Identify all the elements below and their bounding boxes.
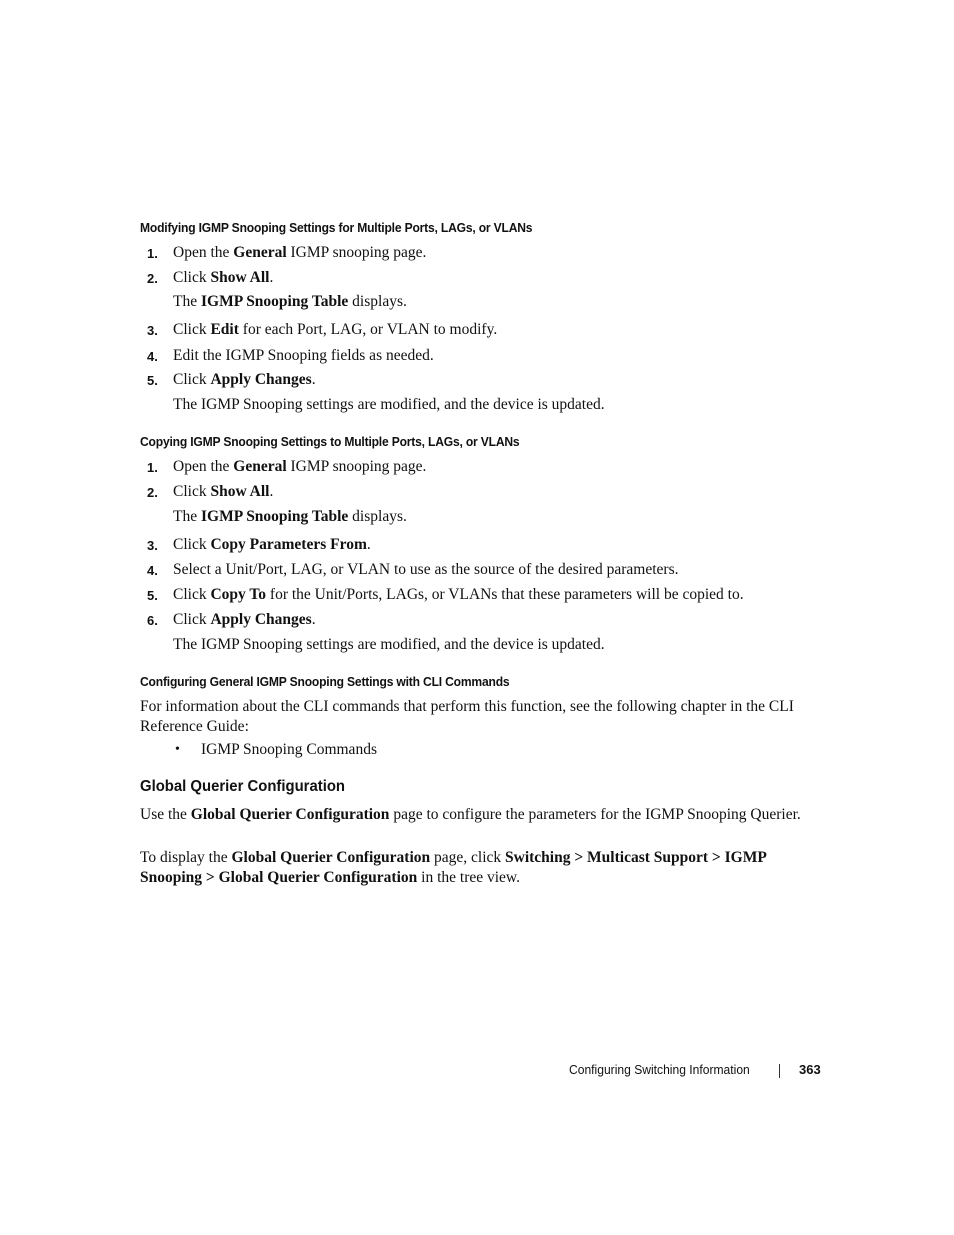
step-text: Click Apply Changes. bbox=[173, 611, 316, 628]
footer-chapter-title: Configuring Switching Information bbox=[569, 1062, 750, 1077]
step-number: 3. bbox=[147, 323, 158, 338]
section-heading-copying: Copying IGMP Snooping Settings to Multiple Ports, LAGs, or VLANs bbox=[140, 434, 520, 449]
step-number: 3. bbox=[147, 538, 158, 553]
step-number: 4. bbox=[147, 349, 158, 364]
section-heading-global-querier: Global Querier Configuration bbox=[140, 778, 346, 795]
step-text: Click Apply Changes. bbox=[173, 371, 316, 388]
step-text: Click Edit for each Port, LAG, or VLAN to modify. bbox=[173, 321, 498, 338]
step-note: The IGMP Snooping Table displays. bbox=[173, 508, 407, 525]
section-heading-cli: Configuring General IGMP Snooping Settings with CLI Commands bbox=[140, 674, 510, 689]
step-text: Click Copy Parameters From. bbox=[173, 536, 371, 553]
step-number: 5. bbox=[147, 588, 158, 603]
querier-paragraph-2: To display the Global Querier Configuration page, click Switching > Multicast Support > IGMP Snooping > Global Querier Configuration in the tree view. bbox=[140, 849, 766, 886]
page-number: 363 bbox=[799, 1062, 821, 1077]
cli-paragraph: For information about the CLI commands that perform this function, see the following chapter in the CLI Reference Guide: bbox=[140, 698, 794, 735]
step-text: Edit the IGMP Snooping fields as needed. bbox=[173, 347, 434, 364]
step-number: 1. bbox=[147, 246, 158, 261]
step-number: 1. bbox=[147, 460, 158, 475]
step-number: 2. bbox=[147, 485, 158, 500]
step-number: 6. bbox=[147, 613, 158, 628]
step-text: Open the General IGMP snooping page. bbox=[173, 244, 427, 261]
step-note: The IGMP Snooping settings are modified, and the device is updated. bbox=[173, 396, 605, 413]
querier-paragraph-1: Use the Global Querier Configuration page to configure the parameters for the IGMP Snooping Querier. bbox=[140, 806, 801, 823]
bullet-icon: • bbox=[175, 742, 180, 757]
step-text: Click Copy To for the Unit/Ports, LAGs, or VLANs that these parameters will be copied to. bbox=[173, 586, 744, 603]
footer-divider bbox=[779, 1064, 780, 1078]
step-text: Select a Unit/Port, LAG, or VLAN to use as the source of the desired parameters. bbox=[173, 561, 679, 578]
step-text: Open the General IGMP snooping page. bbox=[173, 458, 427, 475]
step-number: 2. bbox=[147, 271, 158, 286]
step-text: Click Show All. bbox=[173, 269, 274, 286]
step-number: 5. bbox=[147, 373, 158, 388]
bullet-item: IGMP Snooping Commands bbox=[201, 741, 377, 758]
step-text: Click Show All. bbox=[173, 483, 274, 500]
step-note: The IGMP Snooping Table displays. bbox=[173, 293, 407, 310]
step-number: 4. bbox=[147, 563, 158, 578]
section-heading-modifying: Modifying IGMP Snooping Settings for Multiple Ports, LAGs, or VLANs bbox=[140, 220, 533, 235]
step-note: The IGMP Snooping settings are modified, and the device is updated. bbox=[173, 636, 605, 653]
